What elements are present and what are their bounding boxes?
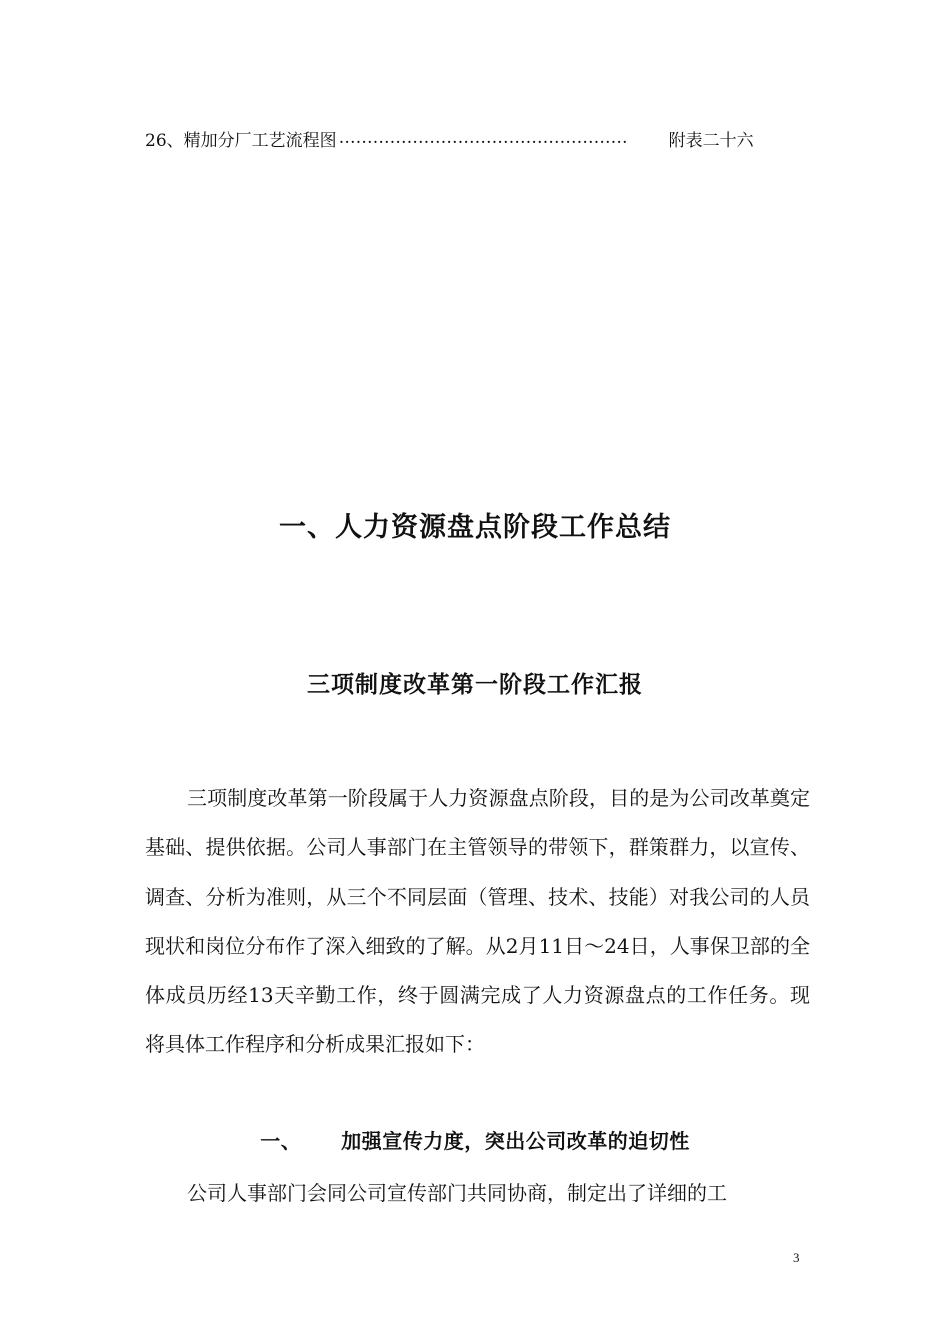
report-title: 三项制度改革第一阶段工作汇报 (307, 671, 643, 698)
page-number: 3 (793, 1250, 800, 1265)
toc-entry (145, 124, 825, 152)
section-heading-title: 加强宣传力度，突出公司改革的迫切性 (341, 1129, 690, 1153)
body-paragraph-1: 三项制度改革第一阶段属于人力资源盘点阶段，目的是为公司改革奠定基础、提供依据。公司人事部门在主管领导的带领下，群策群力，以宣传、调查、分析为准则，从三个不同层面（管理、技术、技能）对我公司的人员现状和岗位分布作了深入细致的了解。从2月11日～24日，人事保卫部的全体成员历经13天辛勤工作，终于圆满完成了人力资源盘点的工作任务。现将具体工作程序和分析成果汇报如下： (145, 786, 810, 1057)
body-paragraph-2: 公司人事部门会同公司宣传部门共同协商，制定出了详细的工 (187, 1181, 727, 1205)
chapter-title: 一、人力资源盘点阶段工作总结 (279, 512, 671, 543)
section-heading (0, 1125, 950, 1154)
section-heading-number: 一、 (260, 1129, 302, 1153)
toc-entry-label: 26、精加分厂工艺流程图 (145, 130, 337, 151)
toc-leader-dots: …………………………………………… (338, 128, 628, 148)
toc-entry-reference: 附表二十六 (668, 130, 754, 151)
